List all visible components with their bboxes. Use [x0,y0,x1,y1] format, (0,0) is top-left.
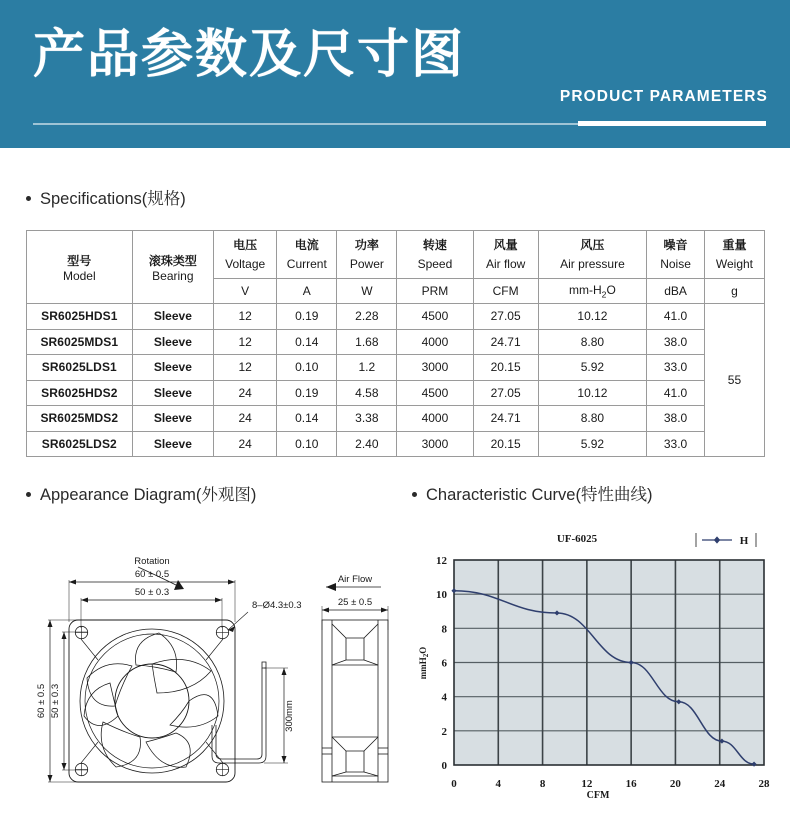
header-airflow [473,231,538,279]
cell-bearing: Sleeve [132,406,214,432]
cell-model: SR6025MDS2 [27,406,133,432]
chart-title: UF-6025 [556,533,598,545]
cell-model: SR6025MDS1 [27,329,133,355]
unit-air-pressure-prefix: mm-H [569,282,602,297]
cell-voltage: 24 [214,380,277,406]
header-airflow-en: Air flow [485,256,526,271]
cell-power: 1.2 [337,355,397,381]
cell-noise: 41.0 [647,380,705,406]
chart-y-tick: 4 [441,691,447,704]
header-current-en: Current [286,256,327,271]
chart-x-tick: 20 [669,778,681,790]
header-model [27,231,133,304]
header-power-cn: 功率 [354,237,379,252]
header-air-pressure-cn: 风压 [580,237,605,252]
cell-air-pressure: 5.92 [538,431,647,457]
header-power [337,231,397,279]
cell-speed: 3000 [397,355,473,381]
cell-power: 3.38 [337,406,397,432]
table-row [27,431,765,457]
banner-title-english: PRODUCT PARAMETERS [559,88,768,105]
cell-speed: 4000 [397,329,473,355]
header-weight [704,231,764,279]
cell-model: SR6025LDS1 [27,355,133,381]
table-row [27,406,765,432]
chart-x-tick: 12 [581,778,593,790]
cell-bearing: Sleeve [132,380,214,406]
fan-technical-drawing-svg [26,520,406,820]
chart-x-tick: 0 [451,778,457,790]
label-rotation: Rotation [134,556,170,567]
cell-airflow: 20.15 [473,431,538,457]
section-heading-appearance [26,481,256,505]
banner-title-chinese: 产品参数及尺寸图 [33,25,466,85]
section-heading-specifications [26,185,186,209]
cell-noise: 38.0 [647,406,705,432]
cell-voltage: 12 [214,355,277,381]
cell-noise: 33.0 [647,355,705,381]
header-model-cn: 型号 [67,253,92,268]
cell-voltage: 24 [214,406,277,432]
header-speed [397,231,473,279]
label-height-inner: 50 ± 0.3 [50,683,61,719]
banner-divider-accent [578,121,766,126]
unit-current: A [277,279,337,304]
chart-x-tick: 16 [625,778,637,790]
chart-x-tick: 28 [758,778,770,790]
cell-air-pressure: 5.92 [538,355,647,381]
appearance-drawing [26,520,406,820]
cell-airflow: 27.05 [473,380,538,406]
label-air-flow: Air Flow [337,574,373,585]
cell-airflow: 24.71 [473,406,538,432]
cell-noise: 38.0 [647,329,705,355]
chart-y-tick: 10 [436,589,447,602]
label-width-outer: 60 ± 0.5 [134,569,170,580]
header-weight-en: Weight [715,256,754,271]
unit-airflow: CFM [473,279,538,304]
chart-y-tick: 2 [441,725,447,738]
cell-noise: 41.0 [647,304,705,330]
cell-current: 0.19 [277,380,337,406]
air-flow-arrow-head [326,583,336,591]
cell-model: SR6025HDS1 [27,304,133,330]
cell-bearing: Sleeve [132,304,214,330]
label-cable-length: 300mm [284,700,295,732]
header-voltage [214,231,277,279]
header-speed-cn: 转速 [422,237,447,252]
section-heading-characteristic-curve [412,481,652,505]
unit-voltage: V [214,279,277,304]
header-speed-en: Speed [417,256,453,271]
unit-power: W [337,279,397,304]
cell-bearing: Sleeve [132,355,214,381]
fan-side-view [322,620,388,782]
header-model-en: Model [62,268,96,283]
chart-x-tick: 4 [495,778,502,790]
cell-voltage: 12 [214,329,277,355]
label-depth: 25 ± 0.5 [337,597,373,608]
page-header-banner [0,0,790,148]
cell-bearing: Sleeve [132,431,214,457]
cell-power: 1.68 [337,329,397,355]
cell-air-pressure: 10.12 [538,304,647,330]
chart-y-tick: 12 [436,555,447,567]
cell-speed: 4500 [397,304,473,330]
cell-bearing: Sleeve [132,329,214,355]
header-power-en: Power [349,256,384,271]
chart-y-tick: 6 [441,657,447,670]
cell-power: 2.28 [337,304,397,330]
section-heading-appearance-label: Appearance Diagram(外观图) [40,486,257,504]
header-air-pressure [538,231,647,279]
table-row [27,304,765,330]
specifications-table [26,230,765,457]
header-air-pressure-en: Air pressure [560,256,625,271]
cell-voltage: 24 [214,431,277,457]
cell-airflow: 27.05 [473,304,538,330]
header-bearing-en: Bearing [152,268,194,283]
cell-current: 0.10 [277,355,337,381]
cell-speed: 4000 [397,406,473,432]
header-noise-en: Noise [660,256,691,271]
header-weight-cn: 重量 [722,237,747,252]
unit-air-pressure [538,279,647,304]
unit-noise: dBA [647,279,705,304]
cell-air-pressure: 8.80 [538,406,647,432]
chart-legend-label: H [739,535,749,547]
fan-frame-outline [69,620,235,782]
header-noise-cn: 噪音 [663,237,688,252]
cell-model: SR6025LDS2 [27,431,133,457]
section-heading-specifications-label: Specifications(规格) [40,190,186,208]
header-bearing [132,231,214,304]
header-noise [647,231,705,279]
section-heading-characteristic-curve-label: Characteristic Curve(特性曲线) [426,486,653,504]
chart-x-tick: 24 [714,778,726,790]
fan-blades [84,633,218,767]
cell-current: 0.14 [277,329,337,355]
chart-legend [696,533,756,547]
header-current-cn: 电流 [294,237,319,252]
unit-speed: PRM [397,279,473,304]
mounting-holes [75,626,228,775]
cell-airflow: 24.71 [473,329,538,355]
chart-x-axis-label: CFM [586,790,610,801]
cell-speed: 4500 [397,380,473,406]
table-row [27,380,765,406]
bullet-icon [26,196,31,201]
cell-weight: 55 [704,304,764,457]
label-height-outer: 60 ± 0.5 [36,683,47,719]
table-header-row [27,231,765,279]
header-voltage-en: Voltage [225,256,266,271]
header-voltage-cn: 电压 [233,237,258,252]
cell-current: 0.14 [277,406,337,432]
table-row [27,329,765,355]
unit-air-pressure-suffix: O [606,282,616,297]
header-airflow-cn: 风量 [493,237,518,252]
cell-current: 0.10 [277,431,337,457]
cell-power: 2.40 [337,431,397,457]
chart-y-tick: 0 [441,760,447,772]
label-width-inner: 50 ± 0.3 [134,587,170,598]
bullet-icon [26,492,31,497]
characteristic-curve-chart [412,520,778,820]
unit-air-pressure-sub: 2 [601,289,607,300]
cell-airflow: 20.15 [473,355,538,381]
bullet-icon [412,492,417,497]
chart-y-axis-label: mmH$_2$O [418,646,430,680]
cell-noise: 33.0 [647,431,705,457]
chart-y-tick: 8 [441,623,447,636]
cell-air-pressure: 8.80 [538,329,647,355]
chart-plot-area [436,555,770,790]
cell-current: 0.19 [277,304,337,330]
characteristic-curve-svg [412,520,778,820]
chart-x-tick: 8 [539,778,546,790]
cell-voltage: 12 [214,304,277,330]
unit-weight: g [704,279,764,304]
label-holes: 8–Ø4.3±0.3 [252,600,302,611]
header-bearing-cn: 滚珠类型 [148,253,197,268]
header-current [277,231,337,279]
cell-model: SR6025HDS2 [27,380,133,406]
cell-air-pressure: 10.12 [538,380,647,406]
cell-speed: 3000 [397,431,473,457]
table-row [27,355,765,381]
cell-power: 4.58 [337,380,397,406]
